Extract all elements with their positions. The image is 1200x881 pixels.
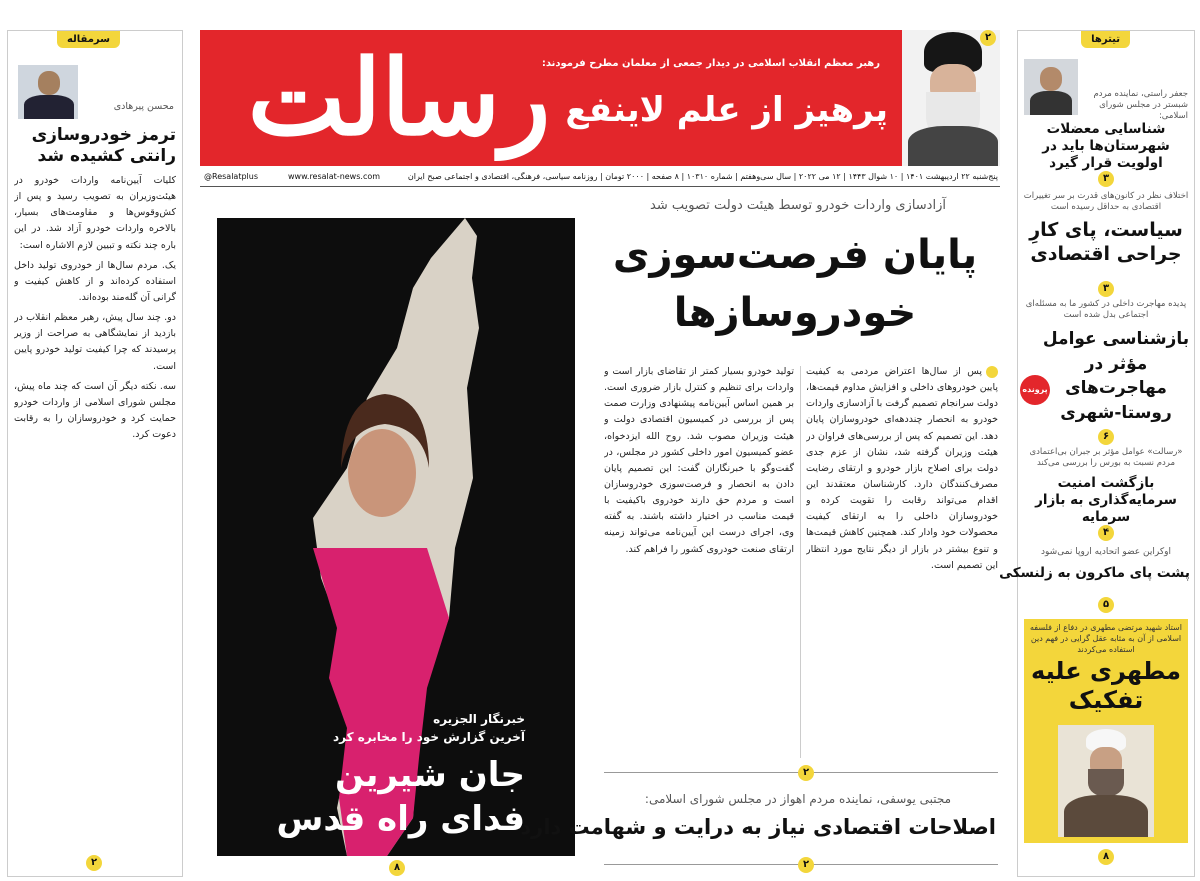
headline-item-4-page-ref: ۴ xyxy=(1098,525,1114,541)
main-headline-2: خودروسازها xyxy=(673,290,917,336)
social-handle[interactable]: @Resalatplus xyxy=(204,172,258,181)
headline-item-6-kicker: استاد شهید مرتضی مطهری در دفاع از فلسفه اسلامی از آن به مثابه عقل گرایی در فهم دین استفاده می‌کردند xyxy=(1030,623,1182,654)
editorial-author: محسن پیرهادی xyxy=(113,101,174,112)
bottom-kicker: مجتبی یوسفی، نماینده مردم اهواز در مجلس شورای اسلامی: xyxy=(644,792,952,806)
editorial-column xyxy=(7,30,183,877)
dateline-bar xyxy=(200,168,1000,187)
photo-headline-2: فدای راه قدس xyxy=(276,799,525,839)
mp-suit xyxy=(1030,91,1072,115)
mp-head xyxy=(1040,67,1062,91)
editorial-body xyxy=(14,173,176,853)
photo-kicker-1: خبرنگار الجزیره xyxy=(433,712,525,726)
headline-item-1[interactable]: شناسایی معضلات شهرستان‌ها باید در اولویت قرار گیرد xyxy=(1042,121,1170,171)
editorial-paragraph: یک. مردم سال‌ها از خودروی تولید داخل استفاده کرده‌اند و از کاهش کیفیت و گرانی آن گله‌مند بوده‌اند. xyxy=(14,259,176,303)
photo-story xyxy=(217,218,575,856)
main-body-right: پس از سال‌ها اعتراض مردمی به کیفیت پایین خودروهای داخلی و افزایش مداوم قیمت‌ها، دولت سرانجام تصمیم گرفت با آزادسازی واردات خودرو به انحصار چنددهه‌ای خودروسازان پایان دهد. این تصمیم که پس از بررسی‌های فراوان در هیئت وزیران گرفته شد، نشان از عزم جدی دولت برای اصلاح بازار خودرو و ارتقای رضایت مصرف‌کنندگان دارد. کارشناسان معتقدند این اقدام می‌تواند رقابت را تقویت کرده و خودروسازان داخلی را به ارتقای کیفیت محصولات خود وادار کند. همچنین کاهش قیمت‌ها و تنوع بیشتر در بازار از دیگر نتایج مورد انتظار این تصمیم است. xyxy=(806,366,998,571)
masthead-kicker: رهبر معظم انقلاب اسلامی در دیدار جمعی از معلمان مطرح فرمودند: xyxy=(541,58,880,69)
headline-item-6[interactable]: مطهری علیه تفکیک xyxy=(1031,657,1181,714)
website-link[interactable]: www.resalat-news.com xyxy=(288,172,381,181)
bottom-headline: اصلاحات اقتصادی نیاز به درایت و شهامت دارد xyxy=(520,815,996,839)
editorial-page-ref: ۲ xyxy=(86,855,102,871)
headline-item-4[interactable]: بازگشت امنیت سرمایه‌گذاری به بازار سرمایه xyxy=(1035,475,1177,525)
motahari-box xyxy=(1024,619,1188,843)
main-headline-1: پایان فرصت‌سوزی xyxy=(612,232,978,278)
masthead xyxy=(200,30,1000,166)
headline-item-1-page-ref: ۳ xyxy=(1098,171,1114,187)
main-body-right-wrap xyxy=(806,364,998,760)
headline-item-2[interactable]: سیاست، پای کارِ جراحی اقتصادی xyxy=(1029,219,1183,265)
masthead-logo: رسالت xyxy=(247,36,551,159)
editorial-paragraph: دو. چند سال پیش، رهبر معظم انقلاب در بازدید از نمایشگاهی به صراحت از وزیر پرسیدند که چرا کیفیت تولید خودرو پایین است. xyxy=(14,312,176,372)
headline-item-3[interactable]: بازشناسی عوامل مؤثر در مهاجرت‌های روستا-شهری xyxy=(1042,329,1190,423)
leader-robe xyxy=(908,126,998,166)
headline-item-5[interactable]: پشت پای ماکرون به زلنسکی xyxy=(999,565,1190,581)
editorial-tag: سرمقاله xyxy=(57,31,120,48)
main-kicker: آزادسازی واردات خودرو توسط هیئت دولت تصویب شد xyxy=(650,198,946,213)
headline-item-4-kicker: «رسالت» عوامل مؤثر بر جبران بی‌اعتمادی مردم نسبت به بورس را بررسی می‌کند xyxy=(1029,447,1183,469)
portrait-face xyxy=(348,429,416,517)
headline-item-5-kicker: اوکراین عضو اتحادیه اروپا نمی‌شود xyxy=(1041,547,1171,557)
main-body-left-wrap xyxy=(604,364,794,760)
main-body-left: تولید خودرو بسیار کمتر از تقاضای بازار است و واردات برای تنظیم و کنترل بازار ضروری است. بر همین اساس آیین‌نامه پیشنهادی وزارت صمت پس از بررسی در کمیسیون اقتصادی دولت و هیئت وزیران مصوب شد. روح الله ایزدخواه، عضو کمیسیون امور داخلی کشور در مجلس، در گفت‌وگو با خبرنگاران گفت: این تصمیم پایان دادن به انحصار و فرصت‌سوزی خودروسازان است و مردم حق دارند خودروی باکیفیت با قیمت مناسب در اختیار داشته باشند. به گفته وی، اجرای درست این آیین‌نامه می‌تواند زمینه ارتقای صنعت خودروی کشور را فراهم کند. xyxy=(604,366,794,555)
editorial-paragraph: سه. نکته دیگر آن است که چند ماه پیش، مجلس شورای اسلامی از واردات خودرو حمایت کرد و خودروسازان را به رقابت دعوت کرد. xyxy=(14,380,176,441)
masthead-page-ref: ۲ xyxy=(980,30,996,46)
headline-item-2-page-ref: ۳ xyxy=(1098,281,1114,297)
main-page-ref: ۲ xyxy=(798,765,814,781)
headline-item-3-kicker: پدیده مهاجرت داخلی در کشور ما به مسئله‌ای اجتماعی بدل شده است xyxy=(1025,299,1187,321)
author-suit xyxy=(24,95,74,119)
portrait-beard xyxy=(1088,769,1124,797)
editorial-headline: ترمز خودروسازی رانتی کشیده شد xyxy=(31,125,176,167)
column-divider xyxy=(800,366,801,758)
headlines-tag: تیترها xyxy=(1081,31,1130,48)
masthead-headline: پرهیز از علم لاینفع xyxy=(565,90,888,130)
headline-item-6-page-ref: ۸ xyxy=(1098,849,1114,865)
headlines-column xyxy=(999,30,1195,877)
motahari-portrait xyxy=(1058,725,1154,837)
author-photo xyxy=(18,65,78,119)
bottom-page-ref: ۲ xyxy=(798,857,814,873)
headline-item-1-kicker: جعفر راستی، نماینده مردم شبستر در مجلس شورای اسلامی: xyxy=(1093,89,1188,122)
dateline: پنج‌شنبه ۲۲ اردیبهشت ۱۴۰۱ | ۱۰ شوال ۱۴۴۳ | ۱۲ می ۲۰۲۲ | سال سی‌وهفتم | شماره ۱۰۳۱۰ | ۸ صفحه | ۲۰۰۰ تومان | روزنامه سیاسی، فرهنگی، اقتصادی و اجتماعی صبح ایران xyxy=(407,172,998,181)
headline-item-5-page-ref: ۵ xyxy=(1098,597,1114,613)
photo-kicker-2: آخرین گزارش خود را مخابره کرد xyxy=(332,730,525,744)
portrait-robe xyxy=(1064,795,1148,837)
leader-photo xyxy=(902,30,1000,166)
bullet-icon xyxy=(986,366,998,378)
headline-item-2-kicker: اختلاف نظر در کانون‌های قدرت بر سر تغییرات اقتصادی به حداقل رسیده است xyxy=(1023,191,1189,213)
dossier-badge: پرونده xyxy=(1020,375,1050,405)
photo-headline-1: جان شیرین xyxy=(335,755,525,795)
editorial-paragraph: کلیات آیین‌نامه واردات خودرو در هیئت‌وزیران به تصویب رسید و پس از کش‌وقوس‌ها و مقاومت‌های بسیار، بالاخره واردات خودرو آزاد شد. در این باره چند نکته و تبیین لازم الاشاره است: xyxy=(14,175,176,251)
photo-story-page-ref: ۸ xyxy=(389,860,405,876)
headline-item-3-page-ref: ۶ xyxy=(1098,429,1114,445)
mp-photo xyxy=(1024,59,1078,115)
author-head xyxy=(38,71,60,95)
